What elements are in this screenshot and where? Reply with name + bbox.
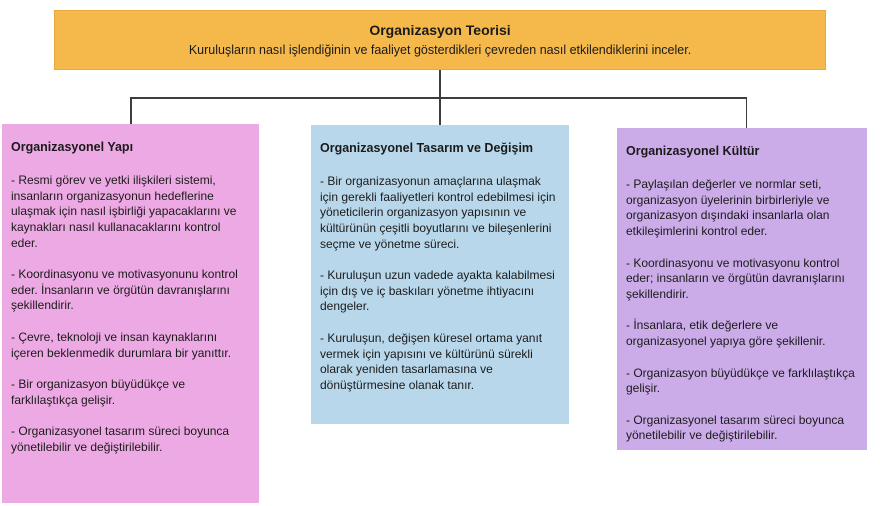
branch-bullet: - Bir organizasyon büyüdükçe ve farklılaştıkça gelişir. <box>11 377 186 407</box>
connector-drop-middle <box>439 97 441 126</box>
root-title: Organizasyon Teorisi <box>369 21 511 38</box>
branch-node-organizasyonel-kultur <box>617 128 867 450</box>
branch-bullet: - Kuruluşun, değişen küresel ortama yanıt vermek için yapısını ve kültürünü sürekli olarak yeniden tasarlamasına ve dönüştürmesine olanak tanır. <box>320 331 543 392</box>
connector-drop-left <box>130 97 132 125</box>
branch-title: Organizasyonel Tasarım ve Değişim <box>320 141 534 155</box>
connector-drop-right <box>746 97 748 129</box>
branch-bullet: - Paylaşılan değerler ve normlar seti, organizasyon üyelerinin birbirleriyle ve organizasyon dışındaki insanlarla olan etkileşimlerini kontrol eder. <box>626 177 830 239</box>
branch-node-organizasyonel-yapi <box>2 124 259 503</box>
branch-bullet: - Koordinasyonu ve motivasyonu kontrol eder; insanların ve örgütün davranışlarını şekillendirir. <box>626 255 845 301</box>
branch-bullet: - Resmi görev ve yetki ilişkileri sistemi, insanların organizasyonun hedeflerine ulaşmak için nasıl işbirliği yapacaklarını ve kaynakları nasıl kullanacaklarını kontrol eder. <box>11 173 237 250</box>
branch-title: Organizasyonel Yapı <box>11 140 134 154</box>
branch-bullet: - Organizasyon büyüdükçe ve farklılaştıkça gelişir. <box>626 365 855 396</box>
root-subtitle: Kuruluşların nasıl işlendiğinin ve faaliyet gösterdikleri çevreden nasıl etkilendiklerini inceler. <box>188 43 692 58</box>
branch-node-organizasyonel-tasarim-ve-degisim <box>311 125 569 424</box>
branch-bullet: - İnsanlara, etik değerlere ve organizasyonel yapıya göre şekillenir. <box>626 318 826 348</box>
branch-title: Organizasyonel Kültür <box>626 144 760 158</box>
branch-bullet: - Kuruluşun uzun vadede ayakta kalabilmesi için dış ve iç baskıları yönetme ihtiyacını dengeler. <box>320 268 555 314</box>
branch-bullet: - Bir organizasyonun amaçlarına ulaşmak için gerekli faaliyetleri kontrol edebilmesi için yöneticilerin organizasyon yapısının ve kültürünün çeşitli boyutlarını ve bileşenlerini seçme ve yönetme süreci. <box>320 174 556 251</box>
branch-bullet: - Organizasyonel tasarım süreci boyunca yönetilebilir ve değiştirilebilir. <box>11 424 230 454</box>
root-node-organizasyon-teorisi <box>54 10 826 70</box>
branch-bullet: - Çevre, teknoloji ve insan kaynaklarını içeren beklenmedik durumlara bir yanıttır. <box>11 330 232 360</box>
branch-bullet: - Organizasyonel tasarım süreci boyunca yönetilebilir ve değiştirilebilir. <box>626 412 845 443</box>
branch-bullet: - Koordinasyonu ve motivasyonunu kontrol eder. İnsanların ve örgütün davranışlarını şekillendirir. <box>11 267 238 313</box>
connector-root-drop <box>439 70 441 98</box>
